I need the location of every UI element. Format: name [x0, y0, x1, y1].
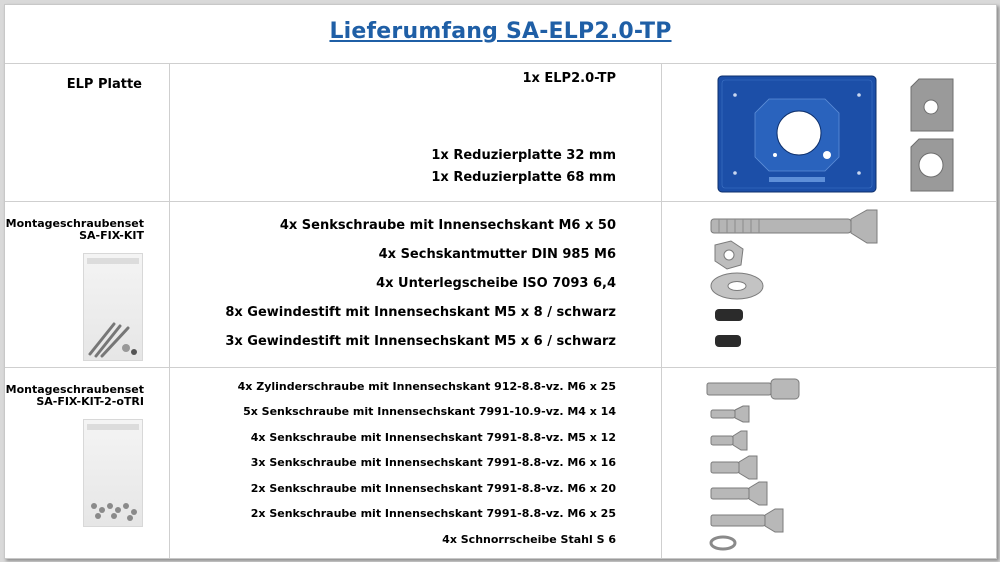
screw-bag-image-2	[83, 419, 143, 527]
item-senkschraube-m6x50: 4x Senkschraube mit Innensechskant M6 x 50	[279, 218, 616, 233]
item-gewindestift-m5x6: 3x Gewindestift mit Innensechskant M5 x 6 / schwarz	[225, 334, 616, 349]
item-reduzierplatte-68: 1x Reduzierplatte 68 mm	[431, 170, 616, 185]
column-divider-1	[169, 63, 170, 558]
item-zylinderschraube-m6x25: 4x Zylinderschraube mit Innensechskant 912-8.8-vz. M6 x 25	[237, 380, 616, 393]
hardware-set-1-image	[705, 207, 885, 357]
item-sechskantmutter-m6: 4x Sechskantmutter DIN 985 M6	[378, 247, 616, 262]
section-label-sa-fix-kit-2-otri: SA-FIX-KIT-2-oTRI	[36, 395, 144, 408]
section-label-montageschraubenset-1: Montageschraubenset	[5, 217, 144, 230]
row-divider-1	[5, 201, 996, 202]
item-gewindestift-m5x8: 8x Gewindestift mit Innensechskant M5 x 8 / schwarz	[225, 305, 616, 320]
section-label-sa-fix-kit: SA-FIX-KIT	[79, 229, 144, 242]
elp-plate-image	[717, 75, 877, 193]
page	[4, 4, 997, 559]
reduzierplatte-32-image	[909, 77, 955, 133]
item-senkschraube-m6x25: 2x Senkschraube mit Innensechskant 7991-8.8-vz. M6 x 25	[250, 507, 616, 520]
table-top-border	[5, 63, 996, 64]
item-senkschraube-m4x14: 5x Senkschraube mit Innensechskant 7991-10.9-vz. M4 x 14	[243, 405, 616, 418]
reduzierplatte-68-image	[909, 137, 955, 193]
page-title: Lieferumfang SA-ELP2.0-TP	[329, 19, 672, 44]
hardware-set-2-image	[705, 373, 815, 553]
item-senkschraube-m6x16: 3x Senkschraube mit Innensechskant 7991-8.8-vz. M6 x 16	[250, 456, 616, 469]
column-divider-2	[661, 63, 662, 558]
item-senkschraube-m5x12: 4x Senkschraube mit Innensechskant 7991-8.8-vz. M5 x 12	[250, 431, 616, 444]
item-schnorrscheibe-s6: 4x Schnorrscheibe Stahl S 6	[442, 533, 616, 546]
item-senkschraube-m6x20: 2x Senkschraube mit Innensechskant 7991-8.8-vz. M6 x 20	[250, 482, 616, 495]
item-reduzierplatte-32: 1x Reduzierplatte 32 mm	[431, 148, 616, 163]
section-label-elp-platte: ELP Platte	[66, 77, 142, 92]
screw-bag-image-1	[83, 253, 143, 361]
item-unterlegscheibe: 4x Unterlegscheibe ISO 7093 6,4	[376, 276, 616, 291]
row-divider-2	[5, 367, 996, 368]
item-elp2-tp: 1x ELP2.0-TP	[522, 71, 616, 86]
section-label-montageschraubenset-2: Montageschraubenset	[5, 383, 144, 396]
